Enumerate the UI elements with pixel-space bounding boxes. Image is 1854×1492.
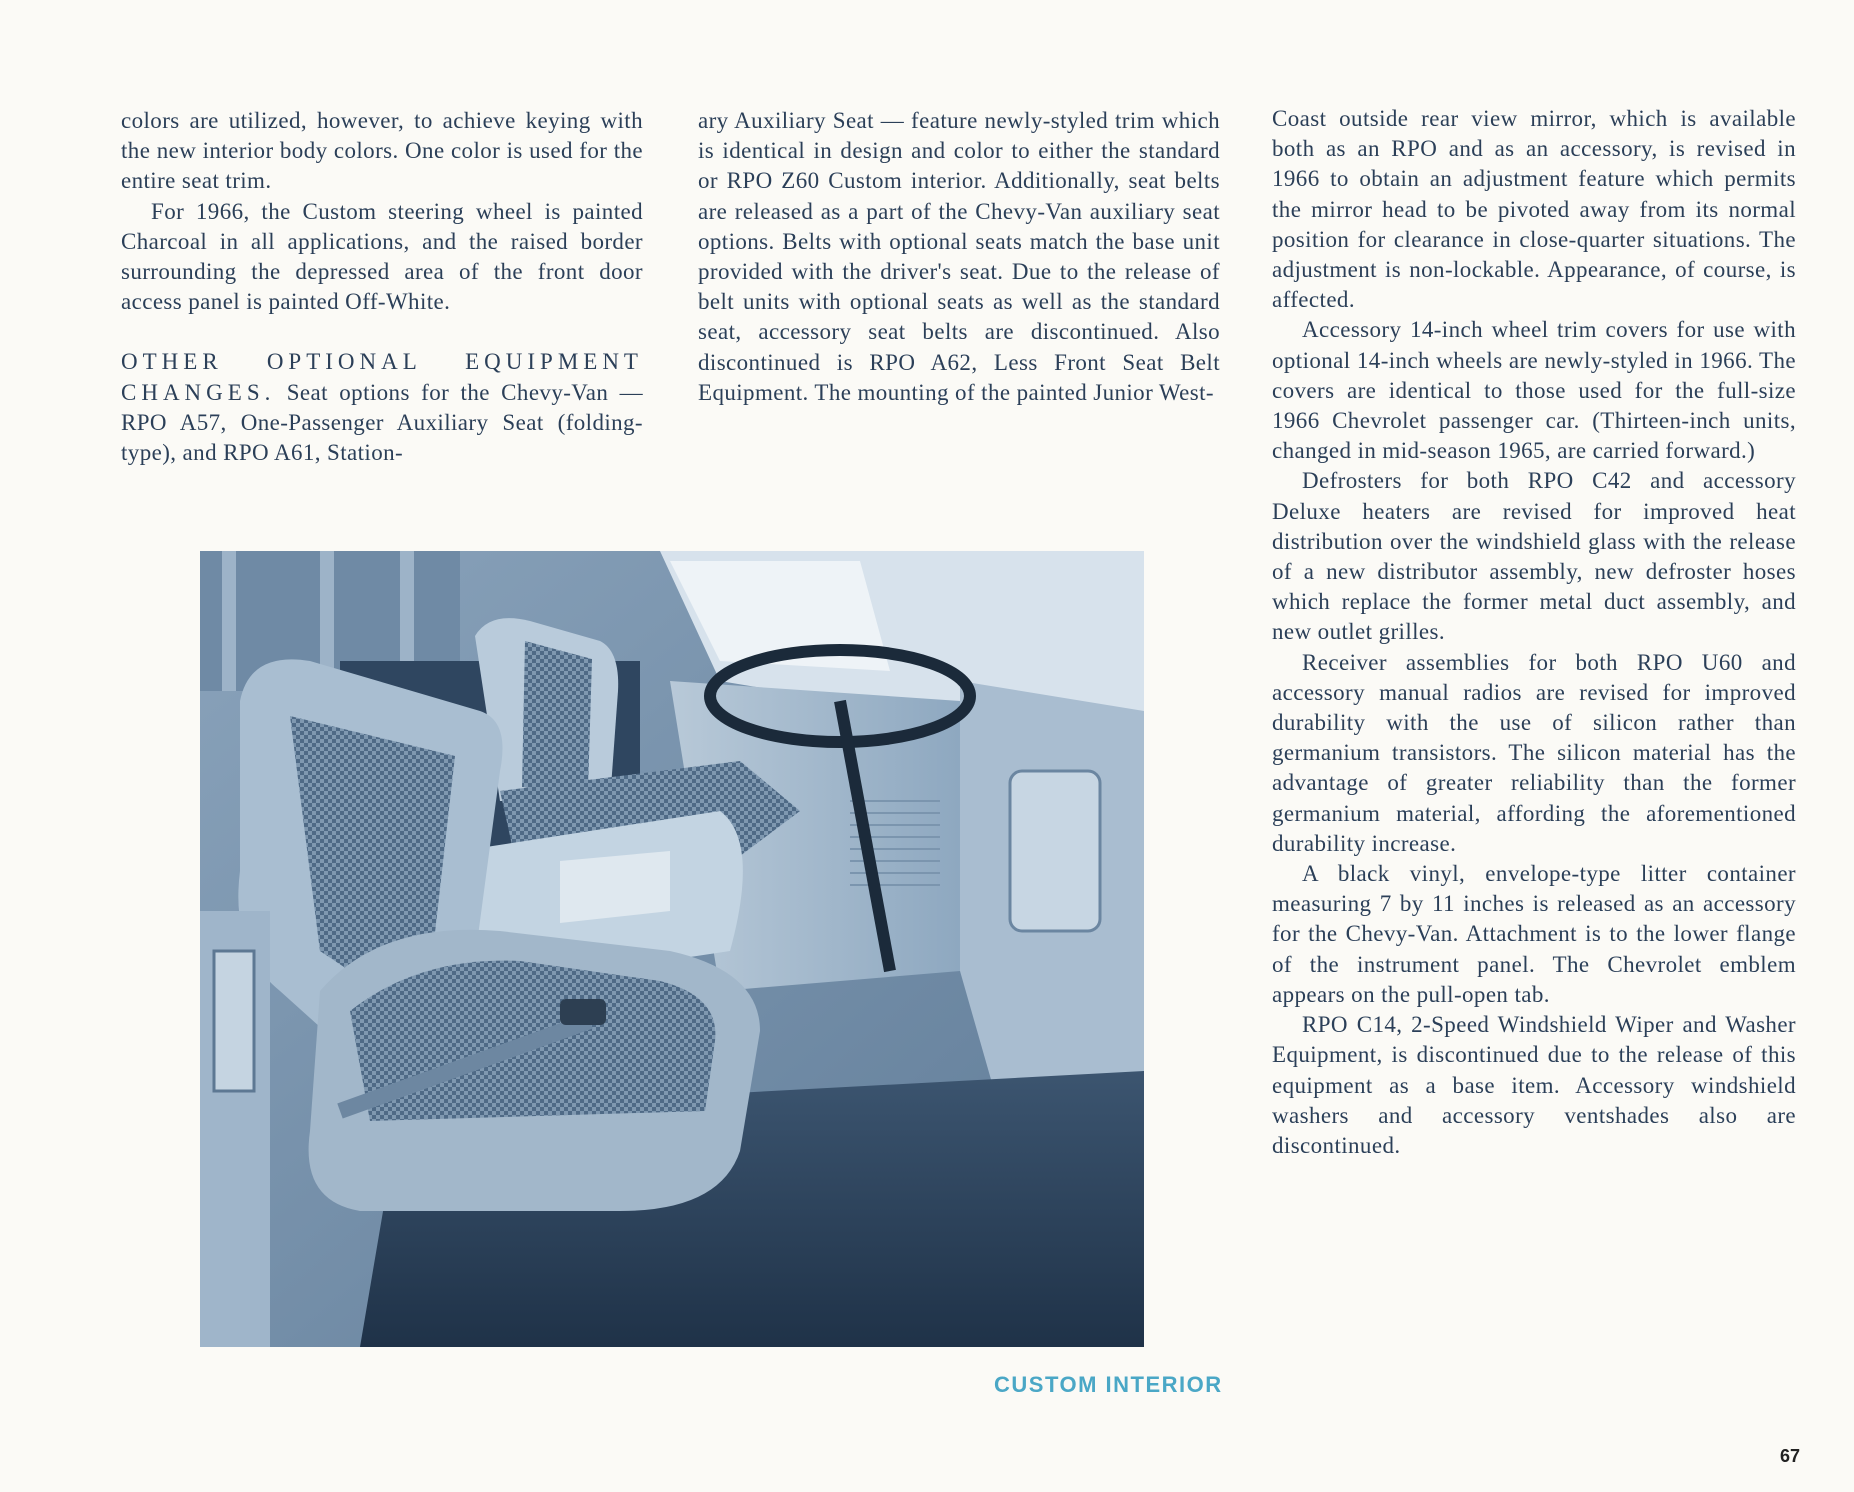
- text-column-right: [1272, 104, 1796, 1161]
- paragraph: A black vinyl, envelope-type litter container measuring 7 by 11 inches is released as an accessory for the Chevy-Van. Attachment is to the lower flange of the instrument panel. The Chevrolet emblem appears on the pull-open tab.: [1272, 861, 1796, 1007]
- section-heading: OTHER OPTIONAL EQUIPMENT CHANGES.: [121, 349, 643, 405]
- paragraph: Coast outside rear view mirror, which is available both as an RPO and as an accessory, is revised in 1966 to obtain an adjustment feature which permits the mirror head to be pivoted away from its normal position for clearance in close-quarter situations. The adjustment is non-lockable. Appearance, of course, is affected.: [1272, 106, 1796, 313]
- paragraph: RPO C14, 2-Speed Windshield Wiper and Washer Equipment, is discontinued due to the release of this equipment as a base item. Accessory windshield washers and accessory ventshades also are discontinued.: [1272, 1012, 1796, 1158]
- interior-photo: [200, 551, 1144, 1347]
- text-column-middle: [698, 106, 1220, 408]
- page-number: 67: [1780, 1446, 1801, 1466]
- text-column-left: [121, 106, 643, 468]
- photo-caption: CUSTOM INTERIOR: [994, 1372, 1223, 1397]
- paragraph: Receiver assemblies for both RPO U60 and accessory manual radios are revised for improved durability with the use of silicon rather than germanium transistors. The silicon material has the advantage of greater reliability than the former germanium material, affording the aforementioned durability increase.: [1272, 649, 1796, 856]
- paragraph-with-heading: [121, 347, 643, 468]
- paragraph: Accessory 14-inch wheel trim covers for use with optional 14-inch wheels are newly-styled in 1966. The covers are identical to those used for the full-size 1966 Chevrolet passenger car. (Thirteen-inch units, changed in mid-season 1965, are carried forward.): [1272, 317, 1796, 464]
- paragraph: For 1966, the Custom steering wheel is painted Charcoal in all applications, and the raised border surrounding the depressed area of the front door access panel is painted Off-White.: [121, 198, 643, 315]
- paragraph: colors are utilized, however, to achieve keying with the new interior body colors. One color is used for the entire seat trim.: [121, 108, 643, 194]
- paragraph: Defrosters for both RPO C42 and accessory Deluxe heaters are revised for improved heat distribution over the windshield glass with the release of a new distributor assembly, new defroster hoses which replace the former metal duct assembly, and new outlet grilles.: [1272, 468, 1796, 645]
- paragraph-text: Seat options for the Chevy-Van — RPO A57, One-Passenger Auxiliary Seat (folding-type), and RPO A61, Station-: [121, 379, 643, 466]
- paragraph: ary Auxiliary Seat — feature newly-styled trim which is identical in design and color to either the standard or RPO Z60 Custom interior. Additionally, seat belts are released as a part of the Chevy-Van auxiliary seat options. Belts with optional seats match the base unit provided with the driver's seat. Due to the release of belt units with optional seats as well as the standard seat, accessory seat belts are discontinued. Also discontinued is RPO A62, Less Front Seat Belt Equipment. The mounting of the painted Junior West-: [698, 108, 1220, 405]
